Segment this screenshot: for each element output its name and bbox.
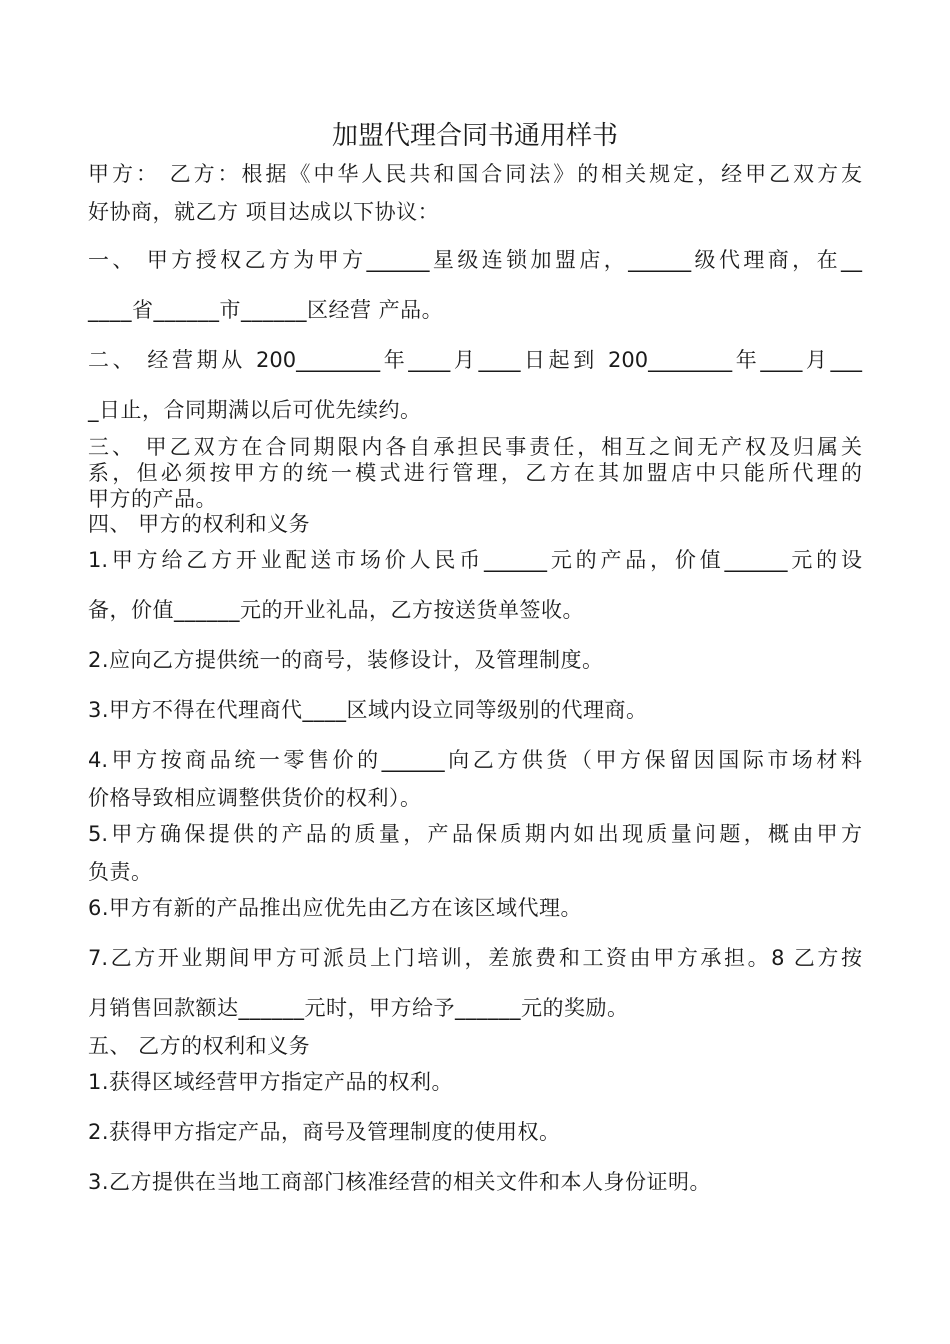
section5-item-1: 1.获得区域经营甲方指定产品的权利。: [88, 1070, 454, 1094]
section1-line-2: ____省______市______区经营 产品。: [88, 298, 444, 322]
section5-heading: 五、 乙方的权利和义务: [88, 1034, 311, 1058]
document-title: 加盟代理合同书通用样书: [331, 121, 618, 151]
section4-item-5-line-2: 负责。: [88, 860, 153, 884]
intro-line-1: 甲方： 乙方：根据《中华人民共和国合同法》的相关规定，经甲乙双方友: [88, 162, 862, 186]
section2-line-2: _日止，合同期满以后可优先续约。: [88, 398, 422, 422]
section4-item-1-line-2: 备，价值______元的开业礼品，乙方按送货单签收。: [88, 598, 584, 622]
intro-line-2: 好协商，就乙方 项目达成以下协议：: [88, 200, 440, 224]
section4-item-6: 6.甲方有新的产品推出应优先由乙方在该区域代理。: [88, 896, 583, 920]
section4-item-4-line-2: 价格导致相应调整供货价的权利）。: [88, 786, 422, 810]
section3-line-3: 甲方的产品。: [88, 487, 217, 511]
section5-item-3: 3.乙方提供在当地工商部门核准经营的相关文件和本人身份证明。: [88, 1170, 712, 1194]
section4-item-2: 2.应向乙方提供统一的商号，装修设计，及管理制度。: [88, 648, 604, 672]
section4-item-4-line-1: 4.甲方按商品统一零售价的______向乙方供货（甲方保留因国际市场材料: [88, 748, 862, 772]
section4-item-7-line-2: 月销售回款额达______元时，甲方给予______元的奖励。: [88, 996, 629, 1020]
section4-item-1-line-1: 1.甲方给乙方开业配送市场价人民币______元的产品，价值______元的设: [88, 548, 862, 572]
section3-line-1: 三、 甲乙双方在合同期限内各自承担民事责任，相互之间无产权及归属关: [88, 435, 862, 459]
section4-item-7-line-1: 7.乙方开业期间甲方可派员上门培训，差旅费和工资由甲方承担。8 乙方按: [88, 946, 862, 970]
section4-heading: 四、 甲方的权利和义务: [88, 512, 311, 536]
section4-item-5-line-1: 5.甲方确保提供的产品的质量，产品保质期内如出现质量问题，概由甲方: [88, 822, 862, 846]
section1-line-1: 一、 甲方授权乙方为甲方______星级连锁加盟店，______级代理商，在__: [88, 248, 862, 272]
section3-line-2: 系，但必须按甲方的统一模式进行管理，乙方在其加盟店中只能所代理的: [88, 461, 862, 485]
section5-item-2: 2.获得甲方指定产品，商号及管理制度的使用权。: [88, 1120, 561, 1144]
section2-line-1: 二、 经营期从 200________年____月____日起到 200________年____月___: [88, 348, 862, 372]
section4-item-3: 3.甲方不得在代理商代____区域内设立同等级别的代理商。: [88, 698, 648, 722]
